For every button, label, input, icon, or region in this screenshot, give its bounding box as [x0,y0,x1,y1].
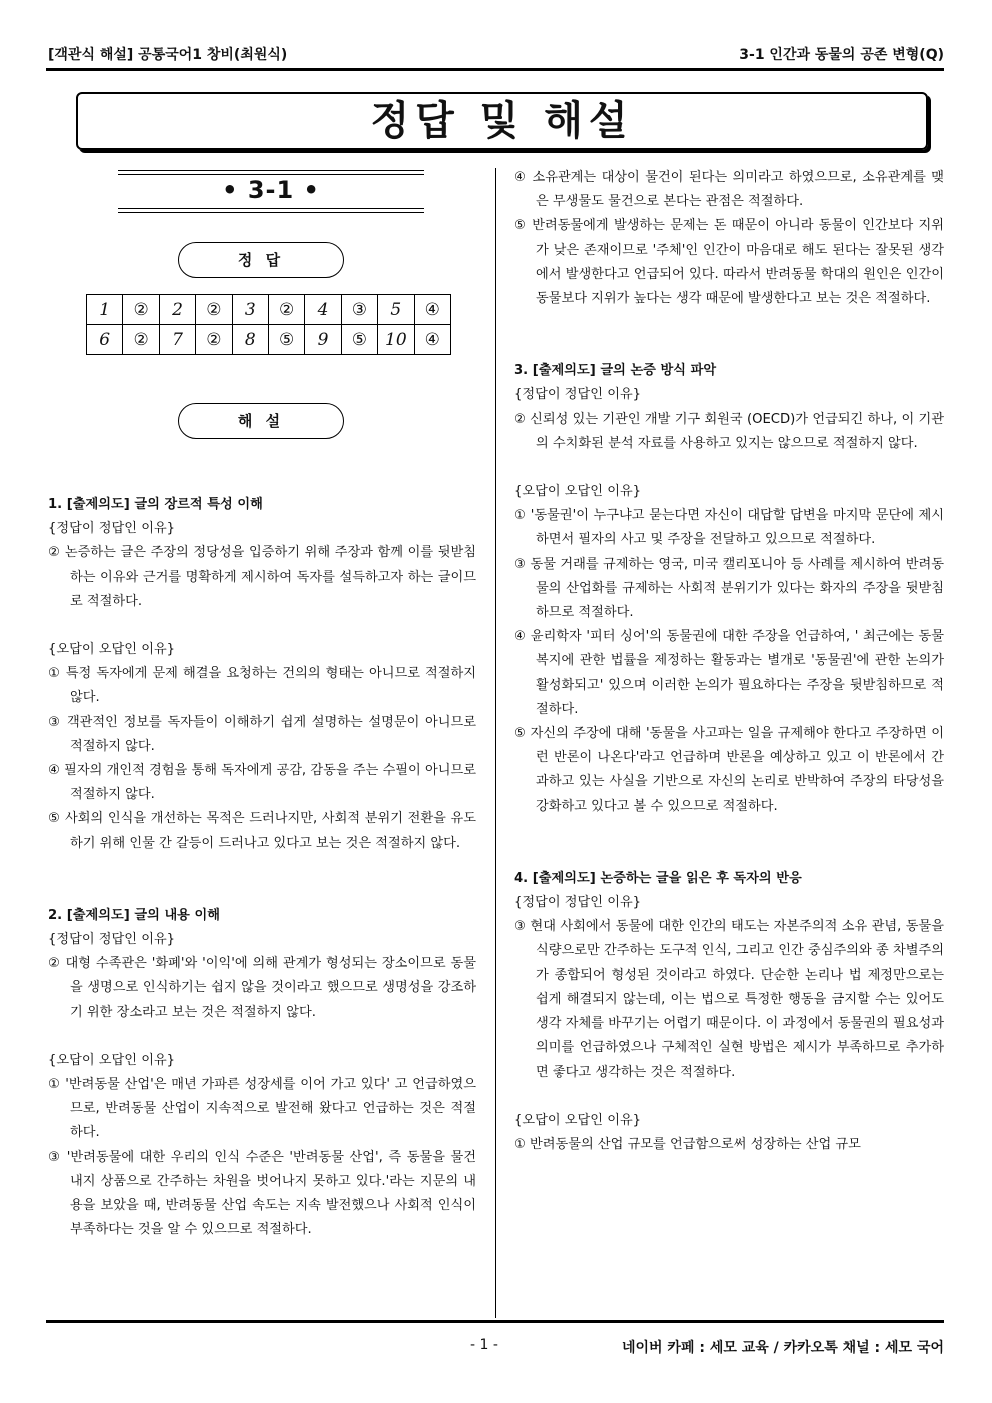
subheading: {오답이 오답인 이유} [514,484,642,500]
answer-choice: ④ [414,325,450,355]
page-number: - 1 - [470,1337,498,1353]
spacer [514,311,944,335]
explanation-item: ⑤ 자신의 주장에 대해 '동물을 사고파는 일을 규제해야 한다고 주장하면 이런 반론이 나온다'라고 언급하며 반론을 예상하고 있고 이 반론에서 간과하고 있는 사실을 기반으로 자신의 논리로 반박하여 주장의 타당성을 강화하고 있다고 볼 수 있으므로 적절하다. [514,726,944,814]
footer-rule [46,1320,944,1323]
explanation-item: ③ 동물 거래를 규제하는 영국, 미국 캘리포니아 등 사례를 제시하여 반려동물의 산업화를 규제하는 사회적 분위기가 있다는 화자의 주장을 뒷받침하므로 적절하다. [514,556,944,621]
answer-choice: ④ [414,295,450,325]
footer-credit: 네이버 카페 : 세모 교육 / 카카오톡 채널 : 세모 국어 [621,1340,944,1356]
question-number: 8 [232,325,268,355]
spacer [48,1025,476,1049]
explanation-item: ④ 필자의 개인적 경험을 통해 독자에게 공감, 감동을 주는 수필이 아니므로 적절하지 않다. [48,763,476,803]
question-number: 4 [305,295,341,325]
question-number: 10 [378,325,414,355]
right-column [514,166,944,1157]
subheading: {오답이 오답인 이유} [48,642,176,658]
question-number: 5 [378,295,414,325]
explanation-item: ① '반려동물 산업'은 매년 가파른 성장세를 이어 가고 있다' 고 언급하였으므로, 반려동물 산업이 지속적으로 발전해 왔다고 언급하는 것은 적절하다. [48,1077,476,1141]
subheading: {정답이 정답인 이유} [514,895,642,911]
answer-choice: ② [196,295,232,325]
page-title: 정답 및 해설 [370,98,634,144]
answer-choice: ⑤ [268,325,304,355]
subheading: {정답이 정답인 이유} [48,932,176,948]
subheading: {정답이 정답인 이유} [514,387,642,403]
answer-choice: ② [196,325,232,355]
answer-table [86,294,451,355]
spacer [514,843,944,867]
question-heading: 4. [출제의도] 논증하는 글을 읽은 후 독자의 반응 [514,870,802,886]
explanation-item: ④ 소유관계는 대상이 물건이 된다는 의미라고 하였으므로, 소유관계를 맺은 무생물도 물건으로 본다는 관점은 적절하다. [514,170,944,210]
question-heading: 1. [출제의도] 글의 장르적 특성 이해 [48,497,263,512]
explanation-item: ③ 현대 사회에서 동물에 대한 인간의 태도는 자본주의적 소유 관념, 동물을 식량으로만 간주하는 도구적 인식, 그리고 인간 중심주의와 종 차별주의가 종합되어 형성된 것이라고 하였다. 단순한 논리나 법 제정만으로는 쉽게 해결되지 않는데, 이는 법으로 특정한 행동을 금지할 수는 있어도 생각 자체를 바꾸기는 어렵기 때문이다. 이 과정에서 동물권의 필요성과 의미를 언급하였으나 구체적인 실현 방법은 제시가 부족하므로 추가하면 좋다고 생각하는 것은 적절하다. [514,919,944,1080]
answer-choice: ⑤ [341,325,377,355]
explanation-item: ① 반려동물의 산업 규모를 언급함으로써 성장하는 산업 규모 [514,1136,861,1152]
spacer [514,456,944,480]
spacer [514,1085,944,1109]
answer-row [87,325,451,355]
section-rule-top [118,170,424,175]
explanation-item: ① 특정 독자에게 문제 해결을 요청하는 건의의 형태는 아니므로 적절하지 않다. [48,666,476,706]
explanation-item: ② 신뢰성 있는 기관인 개발 기구 회원국 (OECD)가 언급되긴 하나, 이 기관의 수치화된 분석 자료를 사용하고 있지는 않으므로 적절하지 않다. [514,411,944,451]
question-number: 7 [159,325,195,355]
column-divider [495,168,496,1318]
answer-row [87,295,451,325]
question-number: 9 [305,325,341,355]
title-box [76,92,928,150]
answer-choice: ② [268,295,304,325]
answer-choice: ② [123,325,159,355]
spacer [48,614,476,638]
subheading: {오답이 오답인 이유} [514,1112,642,1128]
section-number: • 3-1 • [222,176,320,204]
explanation-item: ⑤ 사회의 인식을 개선하는 목적은 드러나지만, 사회적 분위기 전환을 유도하기 위해 인물 간 갈등이 드러나고 있다고 보는 것은 적절하지 않다. [48,811,476,851]
question-number: 6 [87,325,123,355]
header-left: [객관식 해설] 공통국어1 창비(최원식) [48,47,288,63]
subheading: {오답이 오답인 이유} [48,1052,176,1068]
spacer [48,880,476,904]
spacer [514,335,944,359]
header-right: 3-1 인간과 동물의 공존 변형(Q) [739,47,944,63]
question-number: 1 [87,295,123,325]
explanation-item: ② 논증하는 글은 주장의 정당성을 입증하기 위해 주장과 함께 이를 뒷받침하는 이유와 근거를 명확하게 제시하여 독자를 설득하고자 하는 글이므로 적절하다. [48,545,476,609]
spacer [48,856,476,880]
question-heading: 3. [출제의도] 글의 논증 방식 파악 [514,363,717,379]
answer-choice: ② [123,295,159,325]
explanation-item: ③ '반려동물에 대한 우리의 인식 수준은 '반려동물 산업', 즉 동물을 물건 내지 상품으로 간주하는 차원을 벗어나지 못하고 있다.'라는 지문의 내용을 보았을 때, 반려동물 산업 속도는 지속 발전했으나 사회적 인식이 부족하다는 것을 알 수 있으므로 적절하다. [48,1149,476,1238]
explanation-label: 해 설 [178,403,344,439]
explanation-item: ④ 윤리학자 '피터 싱어'의 동물권에 대한 주장을 언급하여, ' 최근에는 동물 복지에 관한 법률을 제정하는 활동과는 별개로 '동물권'에 관한 논의가 활성화되고' 있으며 이러한 논의가 필요하다는 주장을 뒷받침하므로 적절하다. [514,629,944,717]
explanation-item: ③ 객관적인 정보를 독자들이 이해하기 쉽게 설명하는 설명문이 아니므로 적절하지 않다. [48,714,476,754]
answer-label: 정 답 [178,242,344,278]
spacer [514,819,944,843]
left-column [48,493,476,1242]
section-rule-bottom [118,208,424,213]
subheading: {정답이 정답인 이유} [48,521,176,537]
explanation-item: ① '동물권'이 누구냐고 묻는다면 자신이 대답할 답변을 마지막 문단에 제시하면서 필자의 사고 및 주장을 전달하고 있으므로 적절하다. [514,508,944,548]
question-heading: 2. [출제의도] 글의 내용 이해 [48,907,220,923]
header-rule [46,68,944,71]
question-number: 3 [232,295,268,325]
explanation-item: ② 대형 수족관은 '화폐'와 '이익'에 의해 관계가 형성되는 장소이므로 동물을 생명으로 인식하기는 쉽지 않을 것이라고 했으므로 생명성을 강조하기 위한 장소라고 보는 것은 적절하지 않다. [48,956,476,1020]
explanation-item: ⑤ 반려동물에게 발생하는 문제는 돈 때문이 아니라 동물이 인간보다 지위가 낮은 존재이므로 '주체'인 인간이 마음대로 해도 된다는 잘못된 생각에서 발생한다고 언급되어 있다. 따라서 반려동물 학대의 원인은 인간이 동물보다 지위가 높다는 생각 때문에 발생한다고 보는 것은 적절하다. [514,218,944,307]
question-number: 2 [159,295,195,325]
answer-choice: ③ [341,295,377,325]
